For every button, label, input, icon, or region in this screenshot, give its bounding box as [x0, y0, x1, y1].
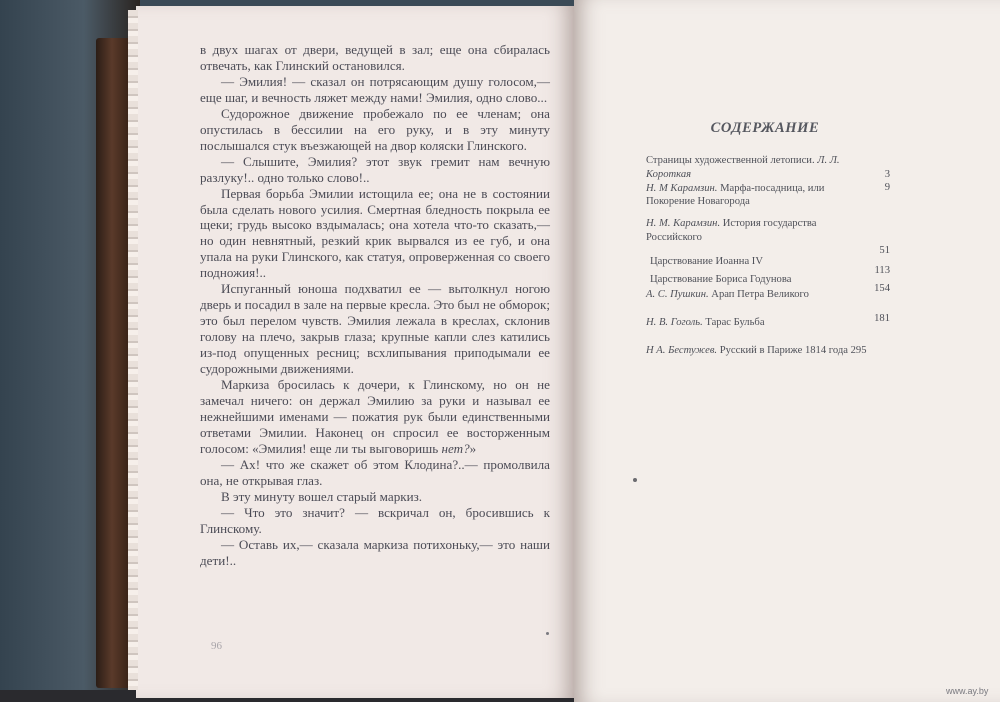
paragraph: Маркиза бросилась к дочери, к Глинскому, но он не замечал ничего: он держал Эмилию за руки и называл ее нежнейшими именами — пожатия рук были единственными ответами Эмилии. Наконец он спросил ее восторженным голосом: «Эмилия! еще ли ты выговоришь нет?» — [200, 377, 550, 456]
page-number: 96 — [211, 640, 222, 652]
toc-entry-page: 113 — [874, 264, 890, 276]
toc-entry-author: Л. Л. Короткая — [646, 155, 840, 180]
paragraph: — Эмилия! — сказал он потрясающим душу голосом,— еще шаг, и вечность ляжет между нами! Эмилия, одно слово... — [200, 73, 550, 105]
page-edges — [128, 10, 138, 690]
toc-entry-page: 154 — [874, 283, 890, 295]
left-page-text — [200, 42, 550, 568]
paragraph: — Слышите, Эмилия? этот звук гремит нам вечную разлуку!.. одно только слово!.. — [200, 153, 550, 185]
toc-entry-title: Царствование Бориса Годунова — [650, 273, 792, 285]
toc-entry-title: Тарас Бульба — [702, 317, 765, 329]
watermark: www.ay.by — [946, 686, 989, 696]
toc-entry-title: Арап Петра Великого — [708, 289, 809, 301]
ink-spot — [633, 478, 637, 482]
toc-entry — [646, 283, 890, 302]
paragraph: Испуганный юноша подхватил ее — вытолкнул ногою дверь и посадил в зале на первые кресла. Это был не обморок; это был перелом чувств. Эмилия лежала в креслах, склонив голову на плечо, закрыв глаза; крупные капли слез катились из-под опущенных ресниц; всхлипывания приподымали ее судорожными движениями. — [200, 281, 550, 377]
table-of-contents — [646, 148, 890, 358]
toc-entry-title: История государства Российского — [646, 218, 817, 243]
toc-entry — [646, 264, 890, 287]
toc-entry — [646, 344, 890, 358]
ink-spot — [546, 632, 549, 635]
paragraph: — Оставь их,— сказала маркиза потихоньку,— это наши дети!.. — [200, 536, 550, 568]
toc-title: СОДЕРЖАНИЕ — [710, 120, 820, 136]
toc-entry-author: Н. М Карамзин. — [646, 182, 718, 194]
toc-entry-author: Н. В. Гоголь. — [646, 317, 703, 329]
toc-entry-page: 295 — [850, 344, 867, 356]
paragraph: в двух шагах от двери, ведущей в зал; еще она сбиралась отвечать, как Глинский остановился. — [200, 42, 550, 73]
toc-entry — [646, 313, 890, 330]
toc-entry-author: А. С. Пушкин. — [646, 289, 709, 301]
paragraph: Первая борьба Эмилии истощила ее; она не в состоянии была сделать нового усилия. Смертная бледность покрыла ее щеки; грудь высоко вздымалась; она хотела что-то сказать,— но один невнятный, резкий крик вырвался из ее губ, и она упала на руки Глинского, как статуя, опроверженная со своего подножия!.. — [200, 185, 550, 281]
paragraph: — Ах! что же скажет об этом Клодина?..— промолвила она, не открывая глаз. — [200, 456, 550, 488]
toc-entry-title: Марфа-посадница, или Покорение Новагорода — [646, 182, 825, 208]
toc-entry — [646, 154, 890, 182]
toc-entry-page: 51 — [879, 244, 890, 256]
toc-entry — [646, 182, 890, 210]
toc-entry-page: 9 — [884, 182, 890, 194]
toc-entry-title: Русский в Париже 1814 года — [717, 344, 848, 356]
paragraph: — Что это значит? — вскричал он, бросившись к Глинскому. — [200, 504, 550, 536]
toc-entry-title: Царствование Иоанна IV — [650, 255, 763, 267]
toc-entry — [646, 244, 890, 269]
toc-entry-title: Страницы художественной летописи. — [646, 155, 818, 166]
paragraph: Судорожное движение пробежало по ее членам; она опустилась в бессилии на его руку, и в эту минуту послышался стук въезжающей на двор коляски Глинского. — [200, 105, 550, 153]
toc-entry-author: Н. М. Карамзин. — [646, 218, 721, 230]
toc-entry — [646, 217, 890, 245]
toc-entry-page: 3 — [884, 168, 890, 180]
toc-entry-page: 181 — [874, 313, 890, 325]
toc-entry-author: Н А. Бестужев. — [646, 344, 718, 356]
paragraph: В эту минуту вошел старый маркиз. — [221, 488, 423, 504]
